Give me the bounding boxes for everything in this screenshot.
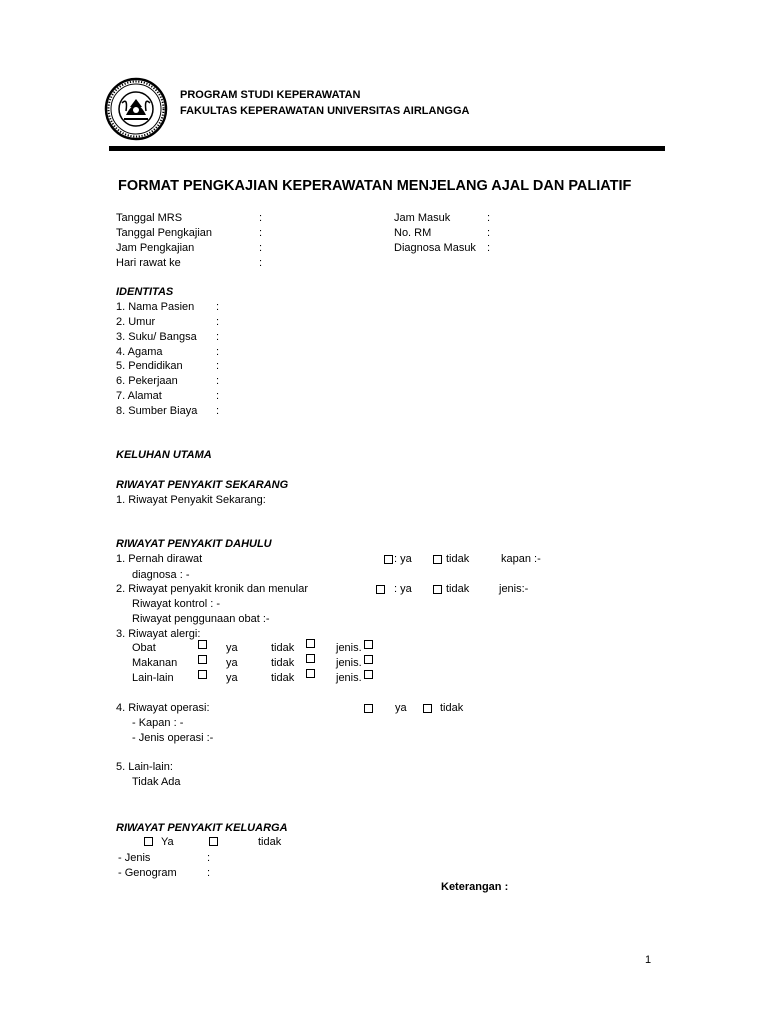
header-line-2: FAKULTAS KEPERAWATAN UNIVERSITAS AIRLANGGA <box>180 105 470 117</box>
identitas-item: 2. Umur <box>116 316 156 328</box>
riwayat-operasi-label: 4. Riwayat operasi: <box>116 702 210 714</box>
label-tanggal-pengkajian: Tanggal Pengkajian <box>116 227 213 239</box>
ya-label: ya <box>226 672 238 684</box>
ya-checkbox[interactable] <box>198 655 207 664</box>
tidak-label: tidak <box>271 672 295 684</box>
page-number: 1 <box>645 954 652 966</box>
ya-checkbox[interactable] <box>144 837 153 846</box>
header-divider <box>109 146 665 151</box>
colon: : <box>487 212 491 224</box>
ya-label: Ya <box>161 836 174 848</box>
tidak-checkbox[interactable] <box>423 704 432 713</box>
jenis-operasi-label: - Jenis operasi :- <box>132 732 214 744</box>
identitas-item: 8. Sumber Biaya <box>116 405 198 417</box>
jenis-label: - Jenis <box>118 852 151 864</box>
label-tanggal-mrs: Tanggal MRS <box>116 212 183 224</box>
diagnosa-label: diagnosa : - <box>132 569 190 581</box>
genogram-label: - Genogram <box>118 867 177 879</box>
heading-riwayat-dahulu: RIWAYAT PENYAKIT DAHULU <box>116 538 272 550</box>
label-jam-masuk: Jam Masuk <box>394 212 451 224</box>
colon: : <box>487 227 491 239</box>
identitas-item: 3. Suku/ Bangsa <box>116 331 197 343</box>
document-title: FORMAT PENGKAJIAN KEPERAWATAN MENJELANG AJAL DAN PALIATIF <box>118 178 632 194</box>
alergi-row-label: Makanan <box>132 657 178 669</box>
jenis-label: jenis. <box>336 657 362 669</box>
riwayat-sekarang-item: 1. Riwayat Penyakit Sekarang: <box>116 494 266 506</box>
colon: : <box>216 405 220 417</box>
ya-checkbox[interactable] <box>376 585 385 594</box>
jenis-checkbox[interactable] <box>364 670 373 679</box>
tidak-checkbox[interactable] <box>209 837 218 846</box>
colon: : <box>216 316 220 328</box>
university-seal-logo <box>104 77 168 141</box>
colon: : <box>207 867 211 879</box>
ya-checkbox[interactable] <box>198 670 207 679</box>
heading-riwayat-sekarang: RIWAYAT PENYAKIT SEKARANG <box>116 479 289 491</box>
colon: : <box>216 375 220 387</box>
identitas-item: 7. Alamat <box>116 390 162 402</box>
identitas-item: 5. Pendidikan <box>116 360 183 372</box>
colon: : <box>259 212 263 224</box>
label-jam-pengkajian: Jam Pengkajian <box>116 242 195 254</box>
keterangan-label: Keterangan : <box>441 881 509 893</box>
tidak-checkbox[interactable] <box>306 654 315 663</box>
kapan-label: kapan :- <box>501 553 541 565</box>
header-line-1: PROGRAM STUDI KEPERAWATAN <box>180 89 361 101</box>
label-no-rm: No. RM <box>394 227 432 239</box>
colon: : <box>259 257 263 269</box>
heading-keluhan-utama: KELUHAN UTAMA <box>116 449 212 461</box>
identitas-item: 4. Agama <box>116 346 163 358</box>
tidak-label: tidak <box>258 836 282 848</box>
tidak-label: tidak <box>271 642 295 654</box>
jenis-checkbox[interactable] <box>364 655 373 664</box>
penyakit-kronik-label: 2. Riwayat penyakit kronik dan menular <box>116 583 308 595</box>
tidak-checkbox[interactable] <box>433 585 442 594</box>
tidak-label: tidak <box>440 702 464 714</box>
jenis-label: jenis. <box>336 672 362 684</box>
identitas-item: 6. Pekerjaan <box>116 375 178 387</box>
tidak-checkbox[interactable] <box>306 639 315 648</box>
colon: : <box>207 852 211 864</box>
riwayat-kontrol-label: Riwayat kontrol : - <box>132 598 221 610</box>
lain-lain-label: 5. Lain-lain: <box>116 761 173 773</box>
riwayat-obat-label: Riwayat penggunaan obat :- <box>132 613 270 625</box>
label-diagnosa-masuk: Diagnosa Masuk <box>394 242 476 254</box>
ya-label: ya <box>395 702 407 714</box>
heading-riwayat-keluarga: RIWAYAT PENYAKIT KELUARGA <box>116 822 288 834</box>
colon: : <box>216 360 220 372</box>
tidak-checkbox[interactable] <box>306 669 315 678</box>
colon: : <box>259 242 263 254</box>
ya-checkbox[interactable] <box>198 640 207 649</box>
colon: : <box>216 331 220 343</box>
tidak-label: tidak <box>271 657 295 669</box>
ya-label: ya <box>226 642 238 654</box>
heading-identitas: IDENTITAS <box>116 286 174 298</box>
ya-label: : ya <box>394 583 412 595</box>
jenis-checkbox[interactable] <box>364 640 373 649</box>
ya-checkbox[interactable] <box>384 555 393 564</box>
colon: : <box>216 301 220 313</box>
colon: : <box>216 390 220 402</box>
kapan-operasi-label: - Kapan : - <box>132 717 184 729</box>
alergi-row-label: Obat <box>132 642 156 654</box>
ya-label: ya <box>226 657 238 669</box>
label-hari-rawat: Hari rawat ke <box>116 257 181 269</box>
tidak-label: tidak <box>446 553 470 565</box>
alergi-row-label: Lain-lain <box>132 672 174 684</box>
colon: : <box>216 346 220 358</box>
tidak-label: tidak <box>446 583 470 595</box>
colon: : <box>487 242 491 254</box>
pernah-dirawat-label: 1. Pernah dirawat <box>116 553 203 565</box>
riwayat-alergi-label: 3. Riwayat alergi: <box>116 628 201 640</box>
jenis-label: jenis:- <box>499 583 529 595</box>
tidak-ada-value: Tidak Ada <box>132 776 181 788</box>
ya-checkbox[interactable] <box>364 704 373 713</box>
tidak-checkbox[interactable] <box>433 555 442 564</box>
identitas-item: 1. Nama Pasien <box>116 301 195 313</box>
jenis-label: jenis. <box>336 642 362 654</box>
ya-label: : ya <box>394 553 412 565</box>
colon: : <box>259 227 263 239</box>
